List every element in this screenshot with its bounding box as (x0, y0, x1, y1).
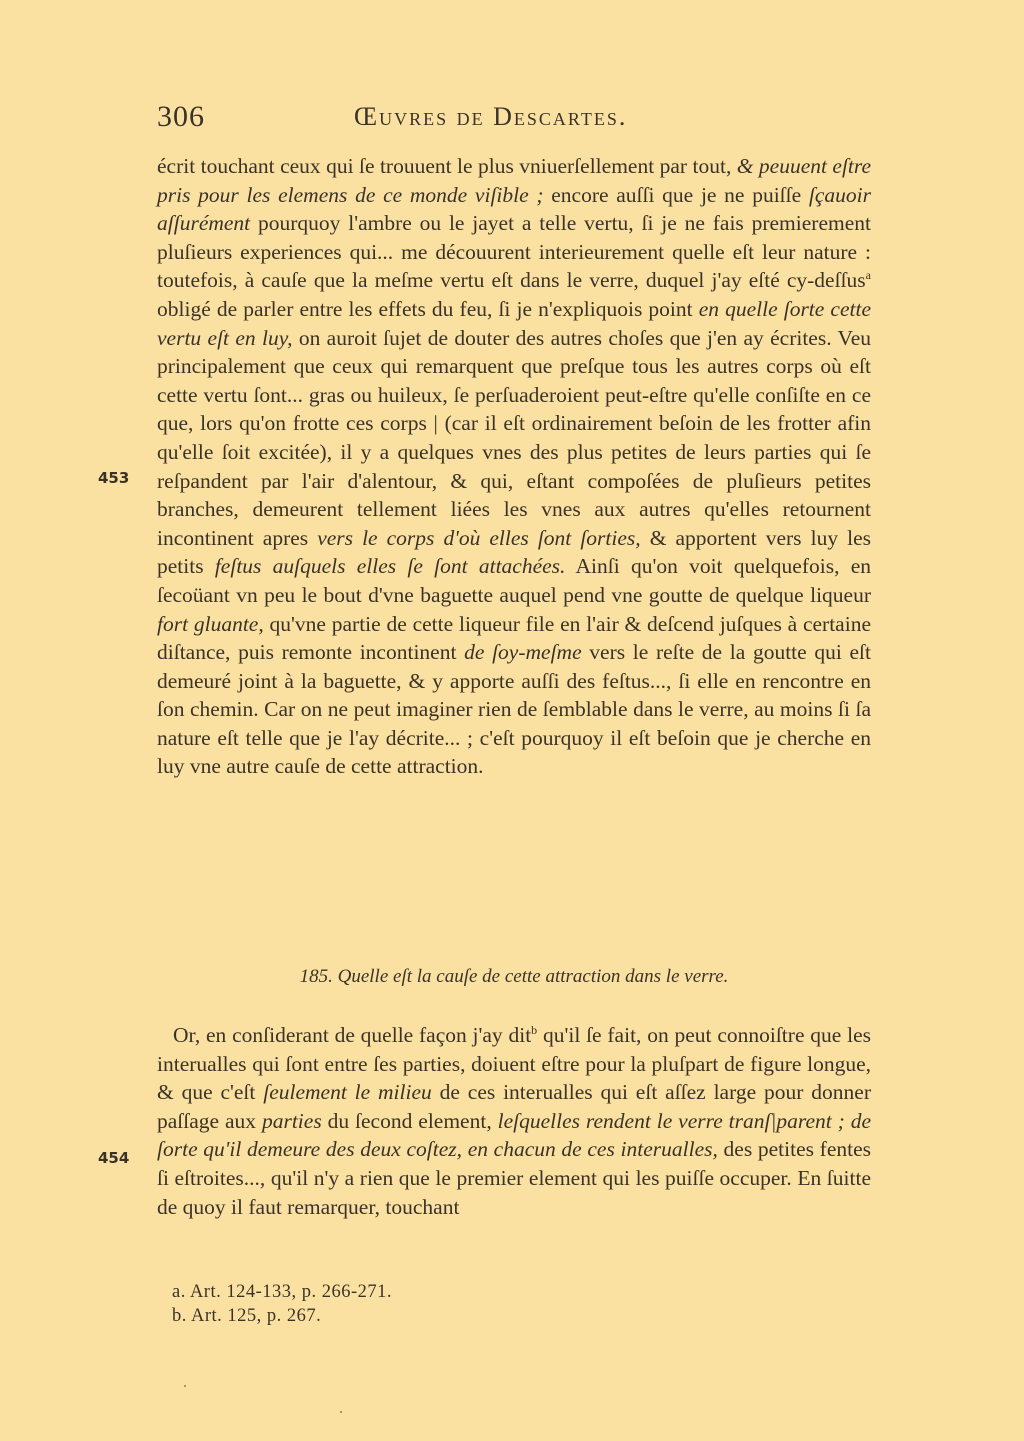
page-number: 306 (157, 100, 205, 133)
footnote-a: a. Art. 124-133, p. 266-271. (172, 1282, 393, 1302)
text-run: pourquoy l'ambre ou le jayet a telle vertu, ſi je ne fais premierement pluſieurs experiences qui... me découurent interieurement quelle eſt leur nature : toutefois, à cauſe que la meſme vertu eſt dans le verre, duquel j'ay eſté cy-deſſus (157, 211, 871, 293)
text-run: du ſecond element, (321, 1108, 498, 1133)
footnote-b: b. Art. 125, p. 267. (172, 1306, 322, 1326)
running-title: Œuvres de Descartes. (354, 102, 628, 131)
margin-number-454: 454 (98, 1149, 130, 1167)
body-paragraph-1 (157, 152, 871, 781)
italic-run: ſçauoir aſſurément (157, 182, 871, 236)
italic-run: fort gluante, (157, 611, 264, 636)
italic-run: en quelle ſorte cette vertu eſt en luy, (157, 296, 871, 350)
text-run: obligé de parler entre les effets du feu, ſi je n'expliquois point (157, 296, 699, 321)
margin-number-453: 453 (98, 469, 130, 487)
footnotes (172, 1280, 392, 1328)
paper-speck (184, 1385, 186, 1387)
text-run: écrit touchant ceux qui ſe trouuent le plus vniuerſellement par tout, (157, 154, 737, 178)
text-run: vers le reſte de la goutte qui eſt demeuré joint à la baguette, & y apporte auſſi des feſtus..., ſi elle en rencontre en ſon chemin. Car on ne peut imaginer rien de ſemblable dans le verre, au moins ſi ſa nature eſt telle que je l'ay décrite... ; c'eſt pourquoy il eſt beſoin que je cherche en luy vne autre cauſe de cette attraction. (157, 640, 871, 779)
italic-run: parties (261, 1108, 322, 1133)
italic-run: & peuuent eſtre pris pour les elemens de ce monde viſible ; (157, 154, 871, 207)
text-run: des petites fentes ſi eſtroites..., qu'il n'y a rien que le premier element qui les puiſſe occuper. En ſuitte de quoy il faut remarquer, touchant (157, 1137, 871, 1219)
footnote-marker-a: a (865, 268, 871, 283)
text-run: on auroit ſujet de douter des autres choſes que j'en ay écrites. Veu principalement que ceux qui remarquent que preſque tous les autres corps où eſt cette vertu ſont... gras ou huileux, ſe perſuaderoient peut-eſtre qu'elle conſiſte en ce que, lors qu'on frotte ces corps | (car il eſt ordinairement beſoin de les frotter afin qu'elle ſoit excitée), il y a quelques vnes des plus petites de leurs parties qui ſe reſpandent par l'air d'alentour, & qui, eſtant compoſées de pluſieurs petites branches, demeurent tellement liées les vnes aux autres qu'elles retournent incontinent apres (157, 325, 871, 550)
italic-run: leſquelles rendent le verre tranſ|parent ; de ſorte qu'il demeure des deux coſtez, en chacun de ces interualles, (157, 1108, 872, 1162)
text-run: qu'il ſe fait, on peut connoiſtre que les interualles qui ſont entre ſes parties, doiuent eſtre pour la pluſpart de figure longue, & que c'eſt (157, 1023, 871, 1105)
text-run: de ces interualles qui eſt aſſez large pour donner paſſage aux (157, 1080, 871, 1133)
section-heading: 185. Quelle eſt la cauſe de cette attraction dans le verre. (299, 966, 729, 987)
text-run: qu'vne partie de cette liqueur file en l'air & deſcend juſques à certaine diſtance, puis remonte incontinent (157, 611, 871, 665)
footnote-marker-b: b (531, 1022, 538, 1037)
page-header (157, 100, 871, 140)
italic-run: ſeulement le milieu (263, 1080, 432, 1105)
text-run: Ainſi qu'on voit quelquefois, en ſecoüant vn peu le bout d'vne baguette auquel pend vne goutte de quelque liqueur (157, 554, 871, 607)
text-run: encore auſſi que je ne puiſſe (543, 182, 809, 207)
body-paragraph-2 (157, 1021, 871, 1221)
italic-run: de ſoy-meſme (464, 640, 582, 665)
italic-run: vers le corps d'où elles ſont ſorties, (317, 525, 641, 550)
text-run: & apportent vers luy les petits (157, 525, 872, 579)
paper-speck (340, 1411, 342, 1413)
italic-run: feſtus auſquels elles ſe ſont attachées. (214, 554, 566, 579)
text-run: Or, en conſiderant de quelle façon j'ay dit (173, 1023, 532, 1047)
